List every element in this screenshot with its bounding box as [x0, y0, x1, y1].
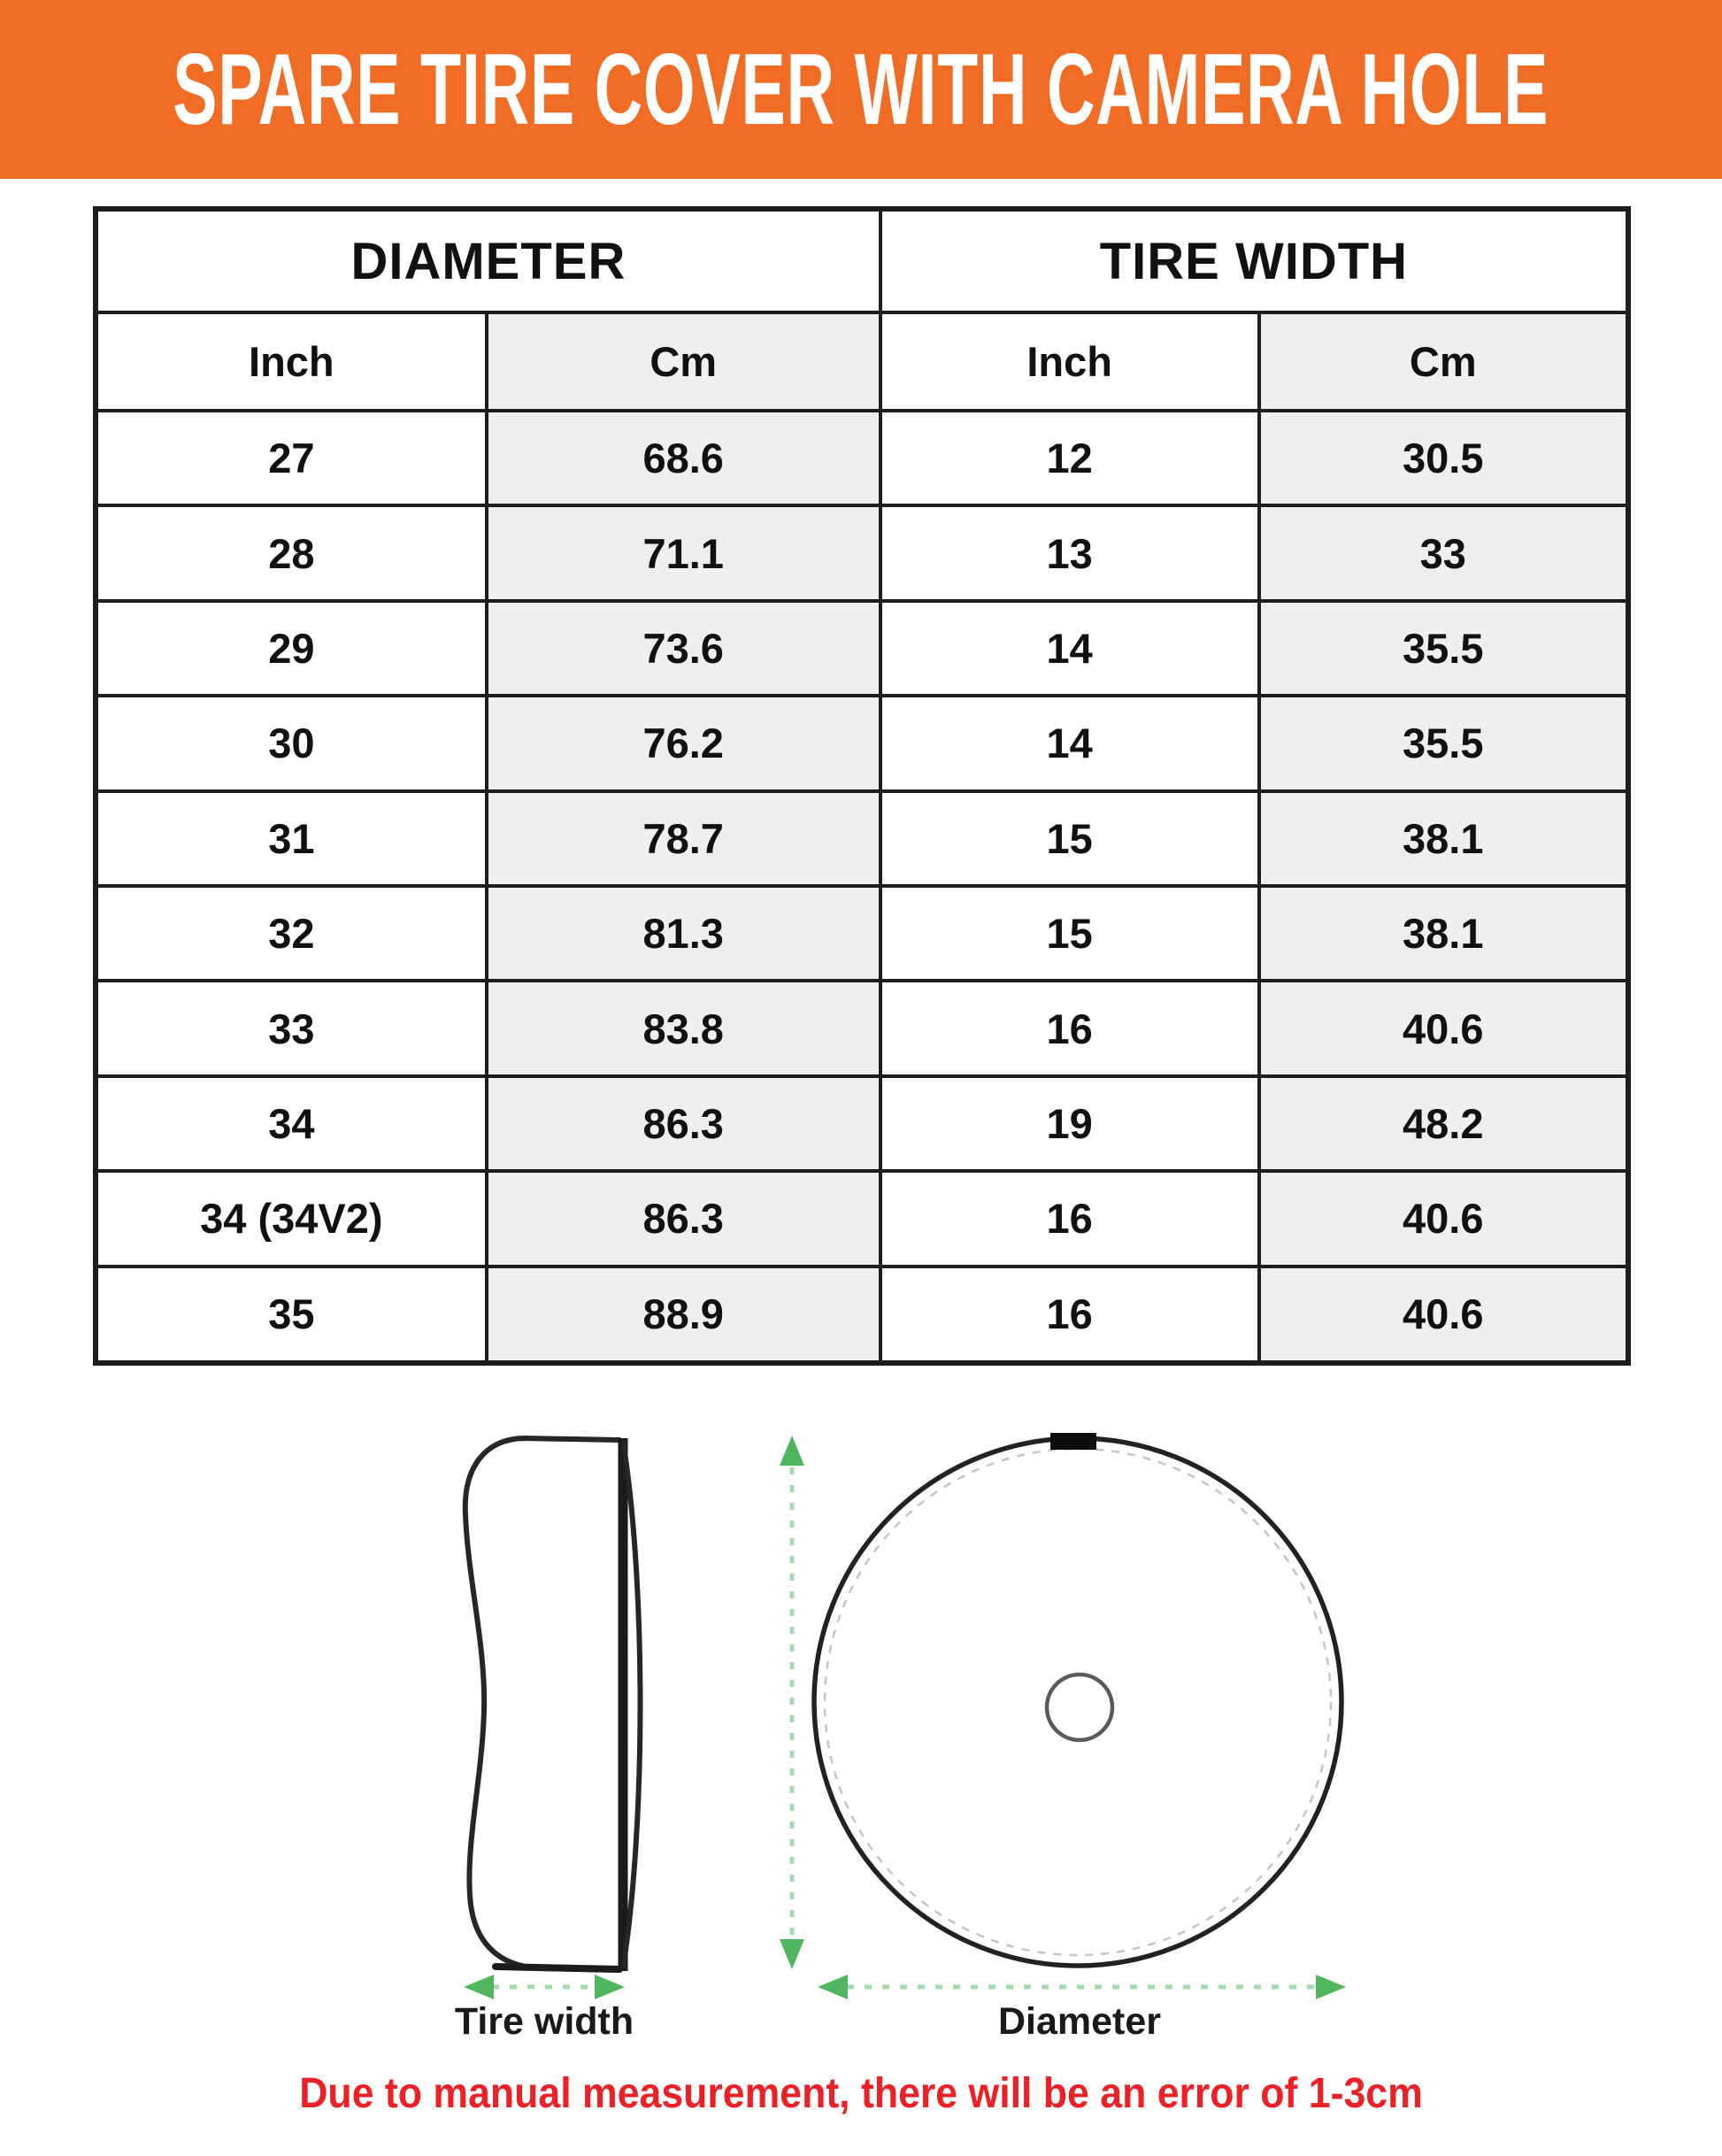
table-body [96, 411, 1628, 1363]
cell-tirewidth-inch: 16 [880, 1171, 1259, 1266]
subheader-diameter-inch: Inch [96, 312, 487, 411]
camera-marker [1050, 1433, 1096, 1450]
table-row [96, 505, 1628, 600]
cell-diameter-cm: 88.9 [487, 1267, 880, 1363]
cell-tirewidth-inch: 14 [880, 601, 1259, 696]
cell-diameter-cm: 83.8 [487, 981, 880, 1075]
size-table-wrap [93, 206, 1631, 1366]
cell-diameter-inch: 30 [96, 696, 487, 790]
cell-tirewidth-cm: 48.2 [1259, 1076, 1628, 1171]
cell-tirewidth-cm: 33 [1259, 505, 1628, 600]
tire-side-view [465, 1438, 641, 1971]
page-title: SPARE TIRE COVER WITH CAMERA HOLE [173, 32, 1549, 146]
cell-diameter-cm: 81.3 [487, 886, 880, 981]
cell-diameter-inch: 32 [96, 886, 487, 981]
title-banner [0, 0, 1722, 179]
table-row [96, 886, 1628, 981]
measurement-diagram [0, 1398, 1722, 2071]
table-row [96, 1171, 1628, 1266]
cell-diameter-inch: 34 [96, 1076, 487, 1171]
cell-diameter-cm: 76.2 [487, 696, 880, 790]
tire-width-label: Tire width [454, 2000, 634, 2043]
group-header-tire-width: TIRE WIDTH [880, 209, 1628, 312]
cell-tirewidth-inch: 13 [880, 505, 1259, 600]
table-row [96, 1267, 1628, 1363]
cell-diameter-inch: 33 [96, 981, 487, 1075]
cell-tirewidth-cm: 35.5 [1259, 696, 1628, 790]
cell-diameter-inch: 35 [96, 1267, 487, 1363]
table-row [96, 411, 1628, 505]
cell-tirewidth-inch: 19 [880, 1076, 1259, 1171]
subheader-tirewidth-cm: Cm [1259, 312, 1628, 411]
cell-diameter-inch: 31 [96, 791, 487, 886]
cell-tirewidth-inch: 16 [880, 1267, 1259, 1363]
cell-diameter-inch: 28 [96, 505, 487, 600]
cell-diameter-cm: 71.1 [487, 505, 880, 600]
cell-diameter-cm: 73.6 [487, 601, 880, 696]
cell-diameter-cm: 86.3 [487, 1076, 880, 1171]
measurement-error-note: Due to manual measurement, there will be an error of 1-3cm [299, 2068, 1423, 2117]
tire-width-arrow [464, 1975, 625, 1999]
cell-tirewidth-inch: 15 [880, 791, 1259, 886]
table-row [96, 696, 1628, 790]
cell-tirewidth-cm: 38.1 [1259, 886, 1628, 981]
vertical-diameter-arrow [780, 1436, 804, 1969]
cell-tirewidth-cm: 35.5 [1259, 601, 1628, 696]
diameter-label: Diameter [997, 2000, 1162, 2043]
cell-tirewidth-inch: 14 [880, 696, 1259, 790]
cell-diameter-inch: 29 [96, 601, 487, 696]
diameter-arrow [818, 1975, 1346, 1999]
table-row [96, 601, 1628, 696]
cell-tirewidth-cm: 40.6 [1259, 1267, 1628, 1363]
cell-diameter-cm: 68.6 [487, 411, 880, 505]
cell-tirewidth-inch: 16 [880, 981, 1259, 1075]
cell-tirewidth-inch: 12 [880, 411, 1259, 505]
table-row [96, 981, 1628, 1075]
size-table [93, 206, 1631, 1366]
cell-tirewidth-cm: 38.1 [1259, 791, 1628, 886]
table-row [96, 1076, 1628, 1171]
subheader-diameter-cm: Cm [487, 312, 880, 411]
table-group-header-row [96, 209, 1628, 312]
tire-front-view [814, 1433, 1341, 1966]
table-subheader-row [96, 312, 1628, 411]
cell-diameter-cm: 86.3 [487, 1171, 880, 1266]
cell-tirewidth-cm: 40.6 [1259, 1171, 1628, 1266]
cell-tirewidth-inch: 15 [880, 886, 1259, 981]
subheader-tirewidth-inch: Inch [880, 312, 1259, 411]
cell-tirewidth-cm: 30.5 [1259, 411, 1628, 505]
cell-diameter-inch: 27 [96, 411, 487, 505]
group-header-diameter: DIAMETER [96, 209, 880, 312]
cell-diameter-inch: 34 (34V2) [96, 1171, 487, 1266]
cell-tirewidth-cm: 40.6 [1259, 981, 1628, 1075]
cell-diameter-cm: 78.7 [487, 791, 880, 886]
table-row [96, 791, 1628, 886]
camera-hole [1047, 1675, 1112, 1740]
